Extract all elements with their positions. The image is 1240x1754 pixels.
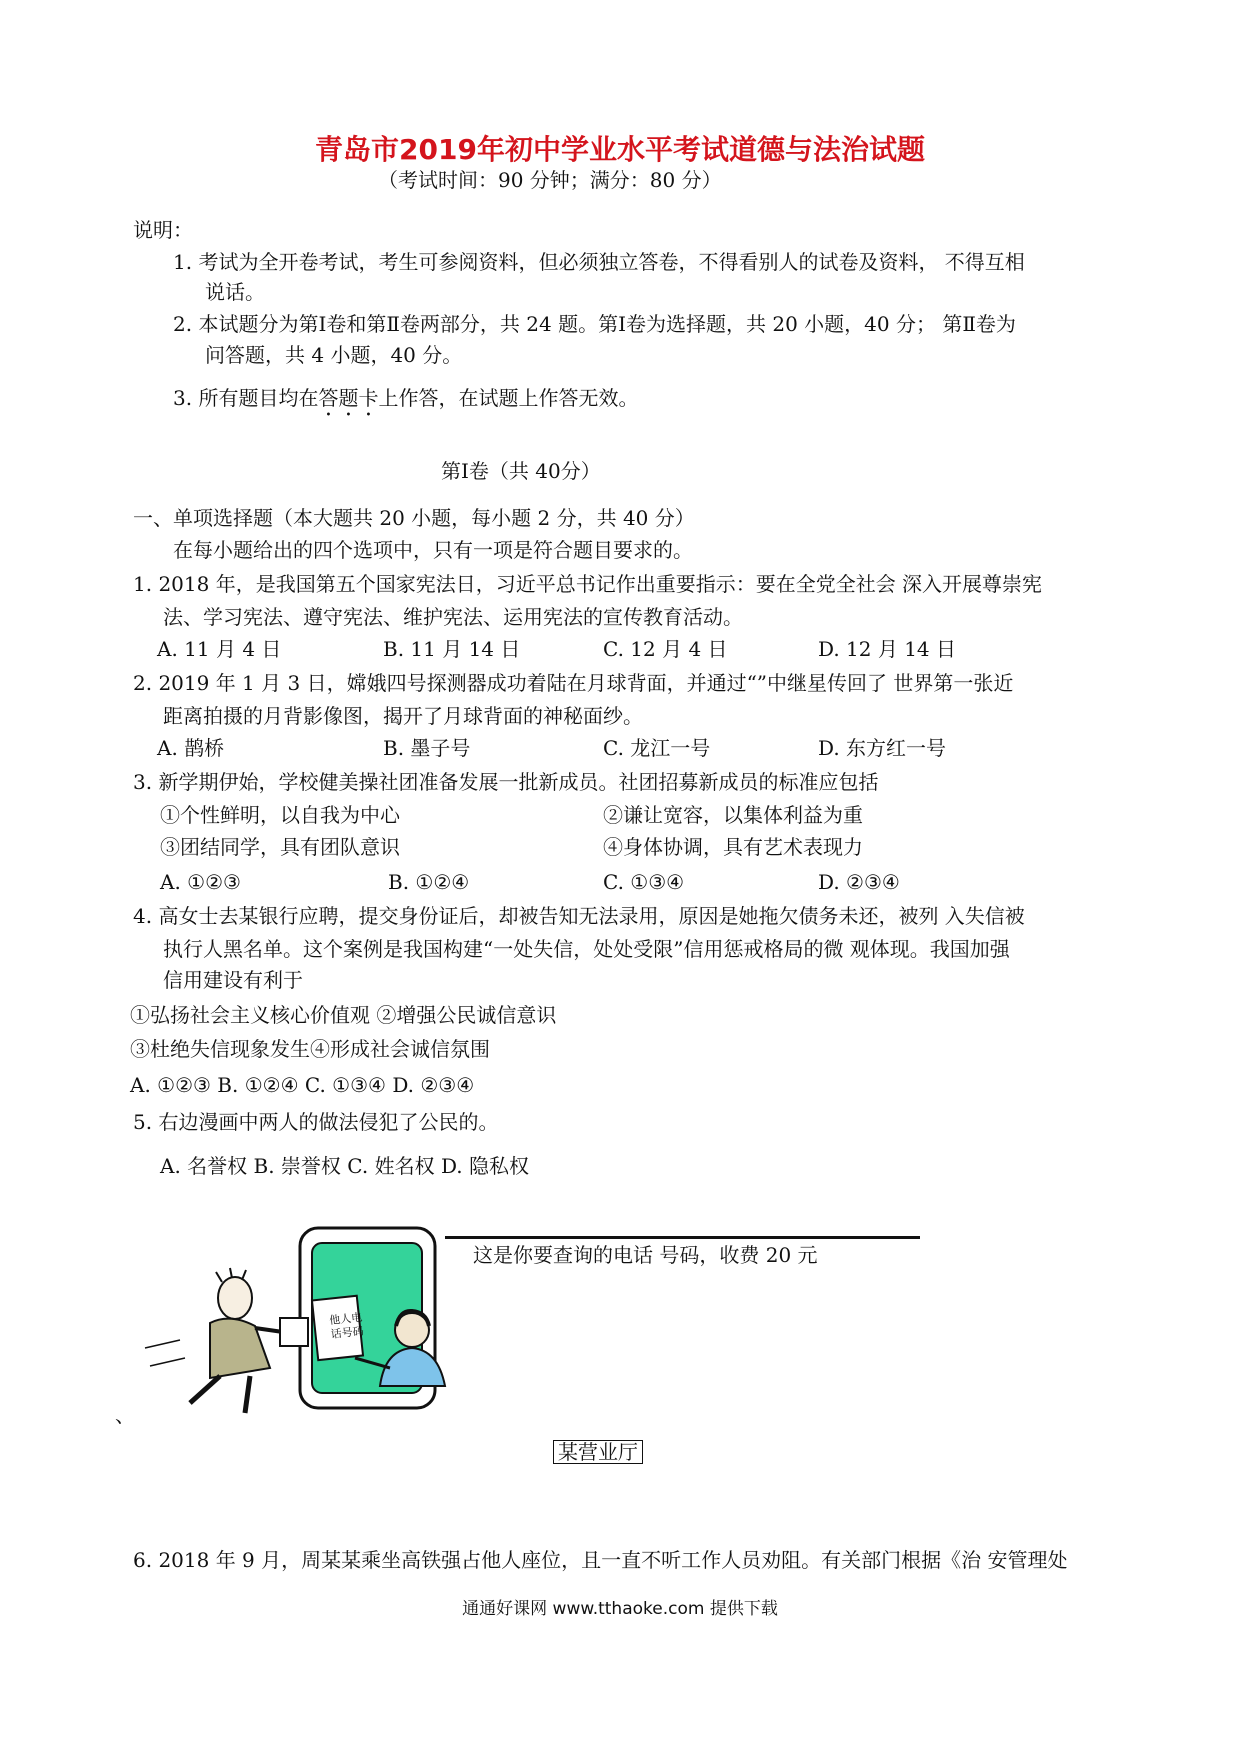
q2-option-c: C. 龙江一号 <box>603 736 711 760</box>
man-legs <box>190 1376 250 1413</box>
man-head <box>218 1277 252 1319</box>
q3-statement-3: ③团结同学，具有团队意识 <box>160 835 400 859</box>
section-title: 第Ⅰ卷（共 40分） <box>441 459 601 483</box>
cartoon-caption-rule <box>445 1236 920 1239</box>
answer-sheet-emphasis: 答题卡 <box>318 386 379 410</box>
q3-option-d: D. ②③④ <box>818 870 900 894</box>
money-note-icon <box>280 1318 308 1346</box>
q1-option-c: C. 12 月 4 日 <box>603 637 728 661</box>
q3-option-b: B. ①②④ <box>388 870 470 894</box>
q3-statement-2: ②谦让宽容，以集体利益为重 <box>603 803 863 827</box>
instruction-2-line-1: 2. 本试题分为第Ⅰ卷和第Ⅱ卷两部分，共 24 题。第Ⅰ卷为选择题，共 20 小题，40 分； 第Ⅱ卷为 <box>173 312 1016 336</box>
q1-stem-line-1: 1. 2018 年，是我国第五个国家宪法日，习近平总书记作出重要指示：要在全党全社会 深入开展尊崇宪 <box>133 572 1043 596</box>
q4-stem-line-3: 信用建设有利于 <box>163 968 303 992</box>
q1-option-a: A. 11 月 4 日 <box>157 637 282 661</box>
cartoon-illustration <box>140 1218 490 1418</box>
instruction-3-suffix: 上作答，在试题上作答无效。 <box>378 386 639 410</box>
q1-option-b: B. 11 月 14 日 <box>383 637 521 661</box>
instruction-3-prefix: 3. 所有题目均在 <box>173 386 319 410</box>
q3-option-a: A. ①②③ <box>160 870 241 894</box>
q6-stem-line-1: 6. 2018 年 9 月，周某某乘坐高铁强占他人座位，且一直不听工作人员劝阻。有关部门根据《治 安管理处 <box>133 1548 1068 1572</box>
page-footer: 通通好课网 www.tthaoke.com 提供下载 <box>462 1599 778 1619</box>
q4-statements-1-2: ①弘扬社会主义核心价值观 ②增强公民诚信意识 <box>130 1003 557 1027</box>
exam-subtitle: （考试时间：90 分钟；满分：80 分） <box>378 168 722 192</box>
q4-stem-line-1: 4. 高女士去某银行应聘，提交身份证后，却被告知无法录用，原因是她拖欠债务未还，被列 入失信被 <box>133 904 1025 928</box>
exam-title: 青岛市2019年初中学业水平考试道德与法治试题 <box>315 133 925 166</box>
q4-statements-3-4: ③杜绝失信现象发生④形成社会诚信氛围 <box>130 1037 490 1061</box>
q4-stem-line-2: 执行人黑名单。这个案例是我国构建“一处失信，处处受限”信用惩戒格局的微 观体现。我国加强 <box>163 937 1010 961</box>
cartoon-speech-text: 这是你要查询的电话 号码，收费 20 元 <box>473 1243 818 1267</box>
q3-statement-1: ①个性鲜明，以自我为中心 <box>160 803 400 827</box>
q1-stem-line-2: 法、学习宪法、遵守宪法、维护宪法、运用宪法的宣传教育活动。 <box>163 605 743 629</box>
paper-text: 他人电话号码 <box>328 1310 365 1342</box>
q1-option-d: D. 12 月 14 日 <box>818 637 957 661</box>
q2-option-b: B. 墨子号 <box>383 736 471 760</box>
instruction-2-line-2: 问答题，共 4 小题，40 分。 <box>205 343 463 367</box>
q2-stem-line-2: 距离拍摄的月背影像图，揭开了月球背面的神秘面纱。 <box>163 704 643 728</box>
instruction-3 <box>173 386 638 421</box>
instructions-heading: 说明： <box>133 218 193 242</box>
q3-statement-4: ④身体协调，具有艺术表现力 <box>603 835 863 859</box>
q5-stem: 5. 右边漫画中两人的做法侵犯了公民的。 <box>133 1110 499 1134</box>
q4-options: A. ①②③ B. ①②④ C. ①③④ D. ②③④ <box>130 1073 475 1097</box>
q5-options: A. 名誉权 B. 崇誉权 C. 姓名权 D. 隐私权 <box>160 1154 529 1178</box>
motion-lines <box>145 1340 185 1366</box>
part-note: 在每小题给出的四个选项中，只有一项是符合题目要求的。 <box>173 538 693 562</box>
q2-option-a: A. 鹊桥 <box>157 736 225 760</box>
instruction-1-line-2: 说话。 <box>205 280 265 304</box>
stray-mark: 、 <box>115 1403 135 1427</box>
q2-stem-line-1: 2. 2019 年 1 月 3 日，嫦娥四号探测器成功着陆在月球背面，并通过“”中继星传回了 世界第一张近 <box>133 671 1014 695</box>
part-title: 一、单项选择题（本大题共 20 小题，每小题 2 分，共 40 分） <box>133 506 695 530</box>
q3-option-c: C. ①③④ <box>603 870 685 894</box>
cartoon-caption: 某营业厅 <box>553 1440 643 1464</box>
instruction-1-line-1: 1. 考试为全开卷考试，考生可参阅资料，但必须独立答卷，不得看别人的试卷及资料， 不得互相 <box>173 250 1025 274</box>
q3-stem: 3. 新学期伊始，学校健美操社团准备发展一批新成员。社团招募新成员的标准应包括 <box>133 770 879 794</box>
q2-option-d: D. 东方红一号 <box>818 736 947 760</box>
